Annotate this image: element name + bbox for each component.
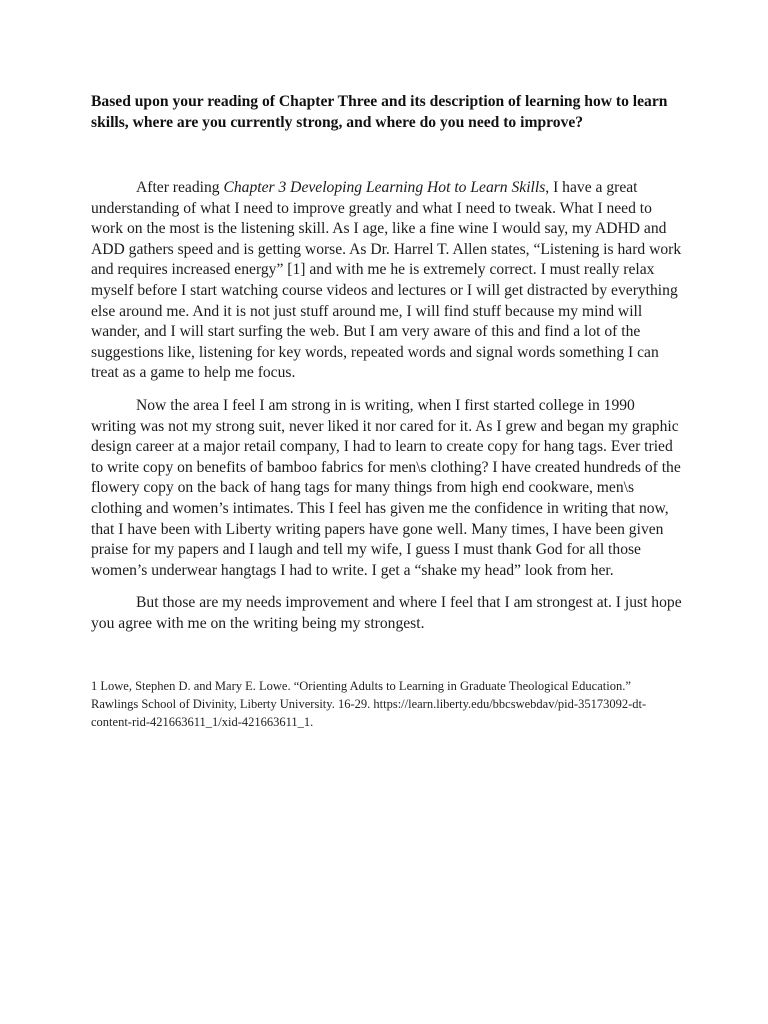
question-heading: Based upon your reading of Chapter Three and its description of learning how to learn skills, where are you currently strong, and where do you need to improve? <box>91 93 668 131</box>
paragraph-1 <box>91 178 683 384</box>
chapter-title: Chapter 3 Developing Learning Hot to Learn Skills <box>223 179 546 196</box>
footnote: 1 Lowe, Stephen D. and Mary E. Lowe. “Orienting Adults to Learning in Graduate Theological Education.” Rawlings School of Divinity, Liberty University. 16-29. https://learn.liberty.edu/bbcswebdav/pid-35173092-dt-content-rid-421663611_1/xid-421663611_1. <box>91 679 647 729</box>
essay-body <box>91 178 683 646</box>
paragraph-3: But those are my needs improvement and where I feel that I am strongest at. I just hope you agree with me on the writing being my strongest. <box>91 594 682 632</box>
paragraph-2: Now the area I feel I am strong in is writing, when I first started college in 1990 writing was not my strong suit, never liked it nor cared for it. As I grew and began my graphic design career at a major retail company, I had to learn to create copy for hang tags. Ever tried to write copy on benefits of bamboo fabrics for men\s clothing? I have created hundreds of the flowery copy on the back of hang tags for many things from high end cookware, men\s clothing and women’s intimates. This I feel has given me the confidence in writing that now, that I have been with Liberty writing papers have gone well. Many times, I have been given praise for my papers and I laugh and tell my wife, I guess I must thank God for all those women’s underwear hangtags I had to write. I get a “shake my head” look from her. <box>91 396 681 579</box>
paragraph-1-rest: , I have a great understanding of what I need to improve greatly and what I need to tweak. What I need to work on the most is the listening skill. As I age, like a fine wine I would say, my ADHD and ADD gathers speed and is getting worse. As Dr. Harrel T. Allen states, “Listening is hard work and requires increased energy” [1] and with me he is extremely correct. I must really relax myself before I start watching course videos and lectures or I will get distracted by everything else around me. And it is not just stuff around me, I will find stuff because my mind will wander, and I will start surfing the web. But I am very aware of this and find a lot of the suggestions like, listening for key words, repeated words and signal words something I can treat as a game to help me focus. <box>91 179 682 382</box>
paragraph-1-lead: After reading <box>136 179 224 196</box>
